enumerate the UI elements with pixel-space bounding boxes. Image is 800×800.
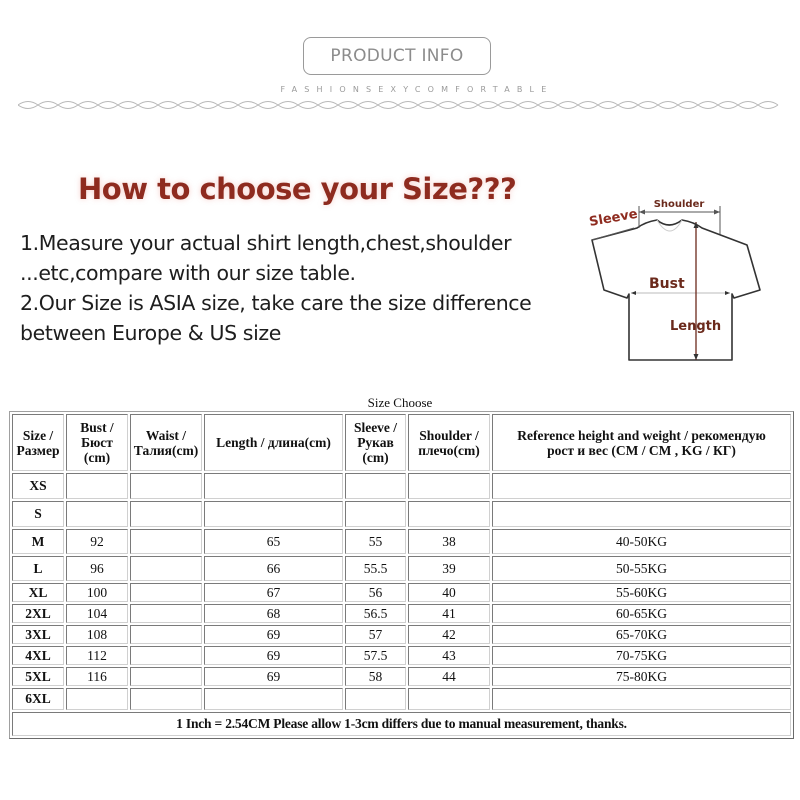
tagline: FASHIONSEXYCOMFORTABLE	[280, 85, 554, 94]
table-row	[12, 604, 791, 623]
shoulder-cell: 41	[408, 604, 490, 623]
bust-cell	[66, 473, 128, 499]
waist-cell	[130, 501, 202, 527]
tshirt-measurement-diagram	[582, 190, 778, 366]
sleeve-cell: 55.5	[345, 556, 406, 581]
waist-cell	[130, 473, 202, 499]
waist-cell	[130, 625, 202, 644]
shoulder-cell	[408, 501, 490, 527]
length-cell	[204, 473, 343, 499]
waist-cell	[130, 583, 202, 602]
length-cell: 69	[204, 667, 343, 686]
shoulder-cell	[408, 688, 490, 710]
reference-cell: 70-75KG	[492, 646, 791, 665]
decorative-wave-divider	[18, 98, 782, 112]
size-cell: L	[12, 556, 64, 581]
size-cell: S	[12, 501, 64, 527]
header-length: Length / длина(cm)	[204, 414, 343, 471]
sleeve-cell: 57.5	[345, 646, 406, 665]
sleeve-cell	[345, 688, 406, 710]
sleeve-cell: 57	[345, 625, 406, 644]
bust-cell	[66, 688, 128, 710]
header-size: Size / Размер	[12, 414, 64, 471]
bust-cell: 108	[66, 625, 128, 644]
reference-cell: 55-60KG	[492, 583, 791, 602]
reference-cell: 75-80KG	[492, 667, 791, 686]
table-row	[12, 501, 791, 527]
length-cell: 69	[204, 646, 343, 665]
instruction-line-3: 2.Our Size is ASIA size, take care the size difference	[20, 291, 532, 315]
table-row	[12, 667, 791, 686]
reference-cell	[492, 688, 791, 710]
table-row	[12, 529, 791, 554]
header-reference: Reference height and weight / рекомендую рост и вес (CM / CM , KG / КГ)	[492, 414, 791, 471]
shoulder-label: Shoulder	[653, 199, 705, 210]
table-row	[12, 625, 791, 644]
waist-cell	[130, 667, 202, 686]
size-cell: 2XL	[12, 604, 64, 623]
bust-cell: 104	[66, 604, 128, 623]
reference-cell	[492, 501, 791, 527]
length-cell: 65	[204, 529, 343, 554]
shoulder-cell: 38	[408, 529, 490, 554]
header-shoulder: Shoulder / плечо(cm)	[408, 414, 490, 471]
table-row	[12, 473, 791, 499]
table-footer-row	[12, 712, 791, 736]
length-cell: 66	[204, 556, 343, 581]
bust-cell: 112	[66, 646, 128, 665]
bust-cell: 96	[66, 556, 128, 581]
shoulder-cell	[408, 473, 490, 499]
table-row	[12, 688, 791, 710]
reference-cell: 60-65KG	[492, 604, 791, 623]
bust-cell: 92	[66, 529, 128, 554]
size-instructions	[20, 228, 580, 348]
sleeve-cell: 56	[345, 583, 406, 602]
size-table-caption: Size Choose	[367, 395, 433, 410]
length-cell: 67	[204, 583, 343, 602]
how-to-choose-title: How to choose your Size???	[78, 172, 517, 206]
bust-label: Bust	[649, 276, 685, 292]
measurement-note: 1 Inch = 2.54CM Please allow 1-3cm differs due to manual measurement, thanks.	[12, 712, 791, 736]
length-label: Length	[670, 319, 722, 334]
size-cell: 5XL	[12, 667, 64, 686]
size-cell: XS	[12, 473, 64, 499]
header-waist: Waist / Талия(cm)	[130, 414, 202, 471]
sleeve-cell	[345, 501, 406, 527]
size-cell: 3XL	[12, 625, 64, 644]
size-cell: XL	[12, 583, 64, 602]
header-sleeve: Sleeve / Рукав (cm)	[345, 414, 406, 471]
reference-cell	[492, 473, 791, 499]
shoulder-cell: 44	[408, 667, 490, 686]
product-info-box	[303, 37, 491, 75]
shoulder-cell: 39	[408, 556, 490, 581]
shoulder-cell: 42	[408, 625, 490, 644]
length-cell: 68	[204, 604, 343, 623]
size-cell: 6XL	[12, 688, 64, 710]
length-cell	[204, 688, 343, 710]
sleeve-cell: 58	[345, 667, 406, 686]
bust-cell: 100	[66, 583, 128, 602]
sleeve-label: Sleeve	[588, 206, 639, 230]
sleeve-cell: 56.5	[345, 604, 406, 623]
waist-cell	[130, 556, 202, 581]
waist-cell	[130, 688, 202, 710]
bust-cell: 116	[66, 667, 128, 686]
instruction-line-4: between Europe & US size	[20, 321, 281, 345]
reference-cell: 40-50KG	[492, 529, 791, 554]
length-cell	[204, 501, 343, 527]
table-row	[12, 646, 791, 665]
shoulder-cell: 43	[408, 646, 490, 665]
size-cell: M	[12, 529, 64, 554]
size-chart-table	[9, 411, 794, 739]
size-cell: 4XL	[12, 646, 64, 665]
instruction-line-1: 1.Measure your actual shirt length,chest,shoulder	[20, 231, 512, 255]
table-row	[12, 583, 791, 602]
reference-cell: 65-70KG	[492, 625, 791, 644]
reference-cell: 50-55KG	[492, 556, 791, 581]
shoulder-cell: 40	[408, 583, 490, 602]
waist-cell	[130, 646, 202, 665]
table-header-row	[12, 414, 791, 471]
product-info-title: PRODUCT INFO	[330, 46, 464, 66]
sleeve-cell	[345, 473, 406, 499]
waist-cell	[130, 529, 202, 554]
header-bust: Bust / Бюст (cm)	[66, 414, 128, 471]
instruction-line-2: ...etc,compare with our size table.	[20, 261, 356, 285]
table-row	[12, 556, 791, 581]
bust-cell	[66, 501, 128, 527]
length-cell: 69	[204, 625, 343, 644]
sleeve-cell: 55	[345, 529, 406, 554]
waist-cell	[130, 604, 202, 623]
